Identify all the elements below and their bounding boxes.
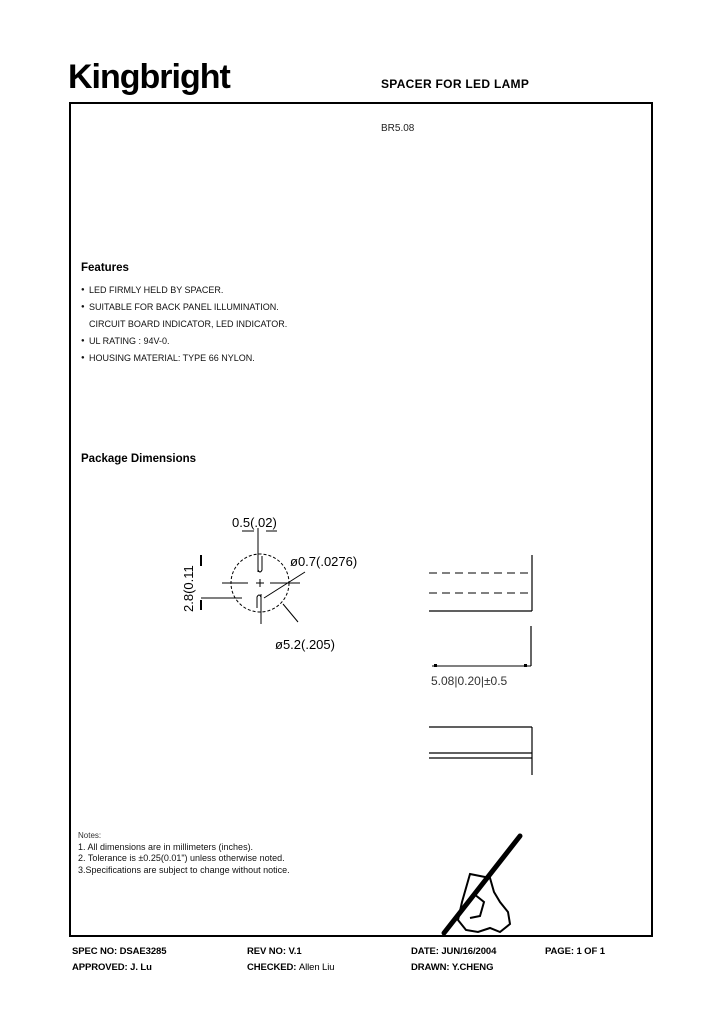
features-list: [81, 282, 287, 367]
hole-diameter-dim: ø0.7(.0276): [290, 554, 358, 569]
feature-item: ● HOUSING MATERIAL: TYPE 66 NYLON.: [81, 350, 287, 367]
date-label: DATE:: [411, 946, 439, 957]
brand-logo: Kingbright: [68, 58, 230, 96]
slot-width-dim: 0.5(.02): [232, 515, 277, 530]
drawn-label: DRAWN:: [411, 962, 450, 973]
note-item: 2. Tolerance is ±0.25(0.01") unless otherwise noted.: [78, 853, 285, 863]
top-view-drawing: [420, 715, 560, 775]
approved: [72, 962, 152, 973]
rev-no: [247, 946, 302, 957]
approved-label: APPROVED:: [72, 962, 128, 973]
feature-item: ● UL RATING : 94V-0.: [81, 333, 287, 350]
spec-no: [72, 946, 166, 957]
notes-heading: Notes:: [78, 831, 102, 840]
checked-value: Allen Liu: [298, 962, 335, 973]
spec-no-label: SPEC NO:: [72, 946, 118, 957]
note-item: 3.Specifications are subject to change without notice.: [78, 864, 290, 875]
features-heading: Features: [81, 262, 129, 274]
height-dim: 2.8(0.11: [181, 565, 196, 612]
checked: [247, 962, 334, 973]
notes: [78, 830, 290, 876]
drawn: [411, 962, 493, 973]
checked-label: CHECKED:: [247, 962, 297, 973]
page: [545, 946, 605, 957]
spec-no-value: DSAE3285: [119, 946, 167, 957]
feature-item: ● SUITABLE FOR BACK PANEL ILLUMINATION.: [81, 299, 287, 316]
front-view-drawing: [170, 500, 390, 660]
document-title: SPACER FOR LED LAMP: [381, 77, 530, 91]
rev-no-label: REV NO:: [247, 946, 286, 957]
page-value: 1 OF 1: [576, 946, 605, 957]
date: [411, 946, 496, 957]
date-value: JUN/16/2004: [441, 946, 497, 957]
feature-item: ● LED FIRMLY HELD BY SPACER.: [81, 282, 287, 299]
length-dim: 5.08|0.20|±0.5: [431, 674, 508, 688]
drawn-value: Y.CHENG: [451, 962, 494, 973]
feature-item-continuation: CIRCUIT BOARD INDICATOR, LED INDICATOR.: [89, 319, 288, 329]
side-view-drawing: [420, 545, 560, 695]
outer-diameter-dim: ø5.2(.205): [275, 637, 335, 652]
part-number: BR5.08: [381, 123, 415, 134]
rev-no-value: V.1: [288, 946, 302, 957]
approved-value: J. Lu: [130, 962, 152, 973]
package-dimensions-heading: Package Dimensions: [81, 453, 197, 465]
note-item: 1. All dimensions are in millimeters (inches).: [78, 841, 254, 852]
page-label: PAGE:: [545, 946, 574, 957]
hand-pen-icon: [430, 820, 530, 935]
